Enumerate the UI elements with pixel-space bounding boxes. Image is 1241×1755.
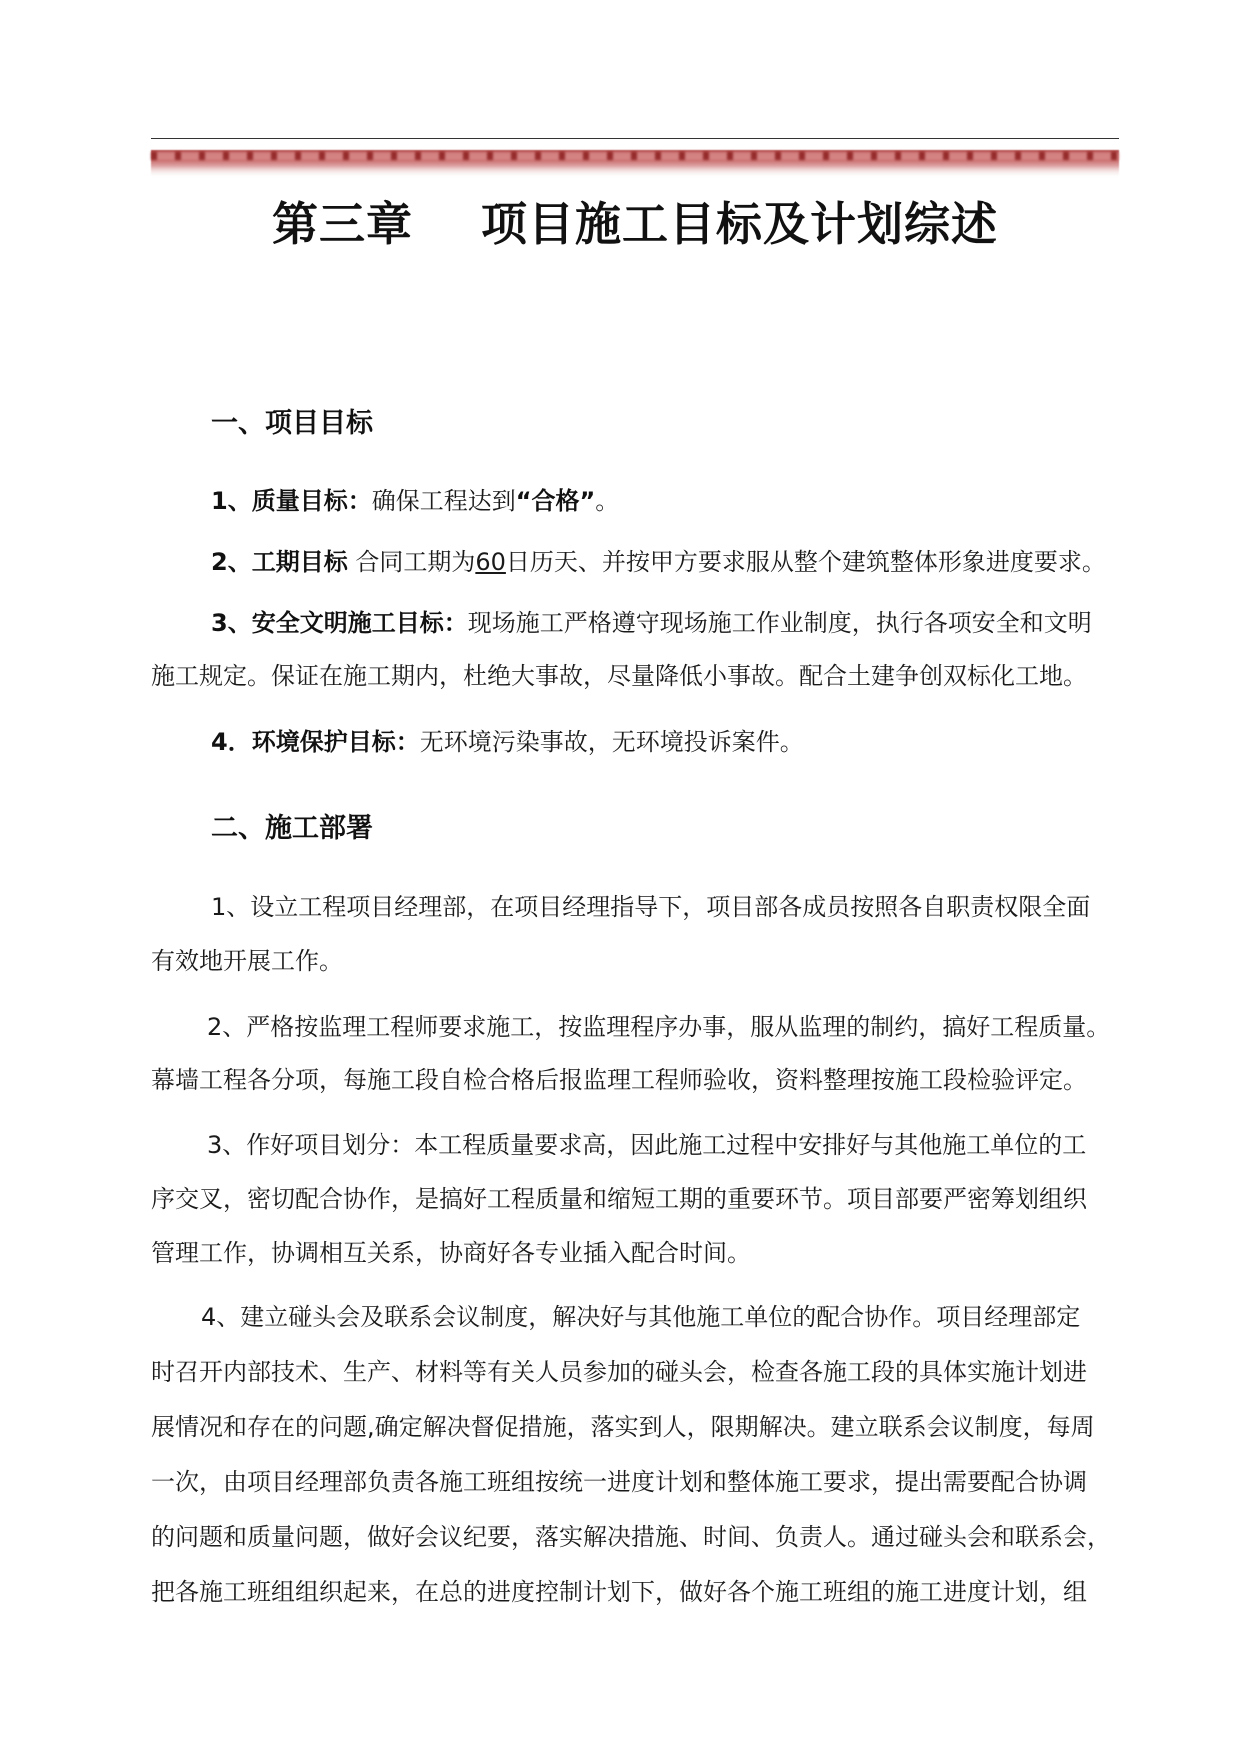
goal-safety-line-1 [151,606,1119,640]
goal-environment [151,725,1119,759]
goal-schedule-text-b: 日历天、并按甲方要求服从整个建筑整体形象进度要求。 [505,548,1106,576]
chapter-title: 第三章 项目施工目标及计划综述 [271,197,999,251]
goal-schedule [151,545,1119,579]
header-rule [151,138,1119,139]
goal-quality [151,484,1119,518]
deploy-p4-line-1: 4、建立碰头会及联系会议制度，解决好与其他施工单位的配合协作。项目经理部定 [201,1303,1081,1331]
section-heading-deployment: 二、施工部署 [211,813,373,844]
goal-quality-quote: “合格” [515,487,596,515]
deploy-p2-line-1: 2、严格按监理工程师要求施工，按监理程序办事，服从监理的制约，搞好工程质量。 [207,1013,1111,1041]
deploy-p4-line-6: 把各施工班组组织起来，在总的进度控制计划下，做好各个施工班组的施工进度计划，组 [151,1578,1087,1606]
deploy-p1-line-1: 1、设立工程项目经理部，在项目经理指导下，项目部各成员按照各自职责权限全面 [211,893,1091,921]
goal-schedule-text-a: 合同工期为 [347,548,476,576]
goal-environment-label: 4．环境保护目标： [211,728,420,756]
goal-quality-tail: 。 [595,487,620,515]
goal-quality-label: 1、质量目标： [211,487,372,515]
deploy-p4-line-5: 的问题和质量问题，做好会议纪要，落实解决措施、时间、负责人。通过碰头会和联系会， [151,1523,1111,1551]
goal-quality-text: 确保工程达到 [371,487,516,515]
deploy-p3-line-2: 序交叉，密切配合协作，是搞好工程质量和缩短工期的重要环节。项目部要严密筹划组织 [151,1185,1087,1213]
deploy-p1-line-2: 有效地开展工作。 [151,947,343,975]
goal-safety-label: 3、安全文明施工目标： [211,609,468,637]
deploy-p2-line-2: 幕墙工程各分项，每施工段自检合格后报监理工程师验收，资料整理按施工段检验评定。 [151,1066,1087,1094]
decorative-header-band [151,150,1119,178]
goal-environment-text: 无环境污染事故，无环境投诉案件。 [419,728,804,756]
section-heading-goals: 一、项目目标 [211,408,373,439]
goal-schedule-label: 2、工期目标 [211,548,348,576]
deploy-p3-line-3: 管理工作，协调相互关系，协商好各专业插入配合时间。 [151,1239,751,1267]
deploy-p4-line-4: 一次，由项目经理部负责各施工班组按统一进度计划和整体施工要求，提出需要配合协调 [151,1468,1087,1496]
deploy-p4-line-3: 展情况和存在的问题,确定解决督促措施，落实到人，限期解决。建立联系会议制度，每周 [151,1413,1095,1441]
goal-safety-line-2: 施工规定。保证在施工期内，杜绝大事故，尽量降低小事故。配合土建争创双标化工地。 [151,662,1087,690]
deploy-p4-line-2: 时召开内部技术、生产、材料等有关人员参加的碰头会，检查各施工段的具体实施计划进 [151,1358,1087,1386]
deploy-p3-line-1: 3、作好项目划分：本工程质量要求高，因此施工过程中安排好与其他施工单位的工 [207,1131,1087,1159]
goal-safety-text-1: 现场施工严格遵守现场施工作业制度，执行各项安全和文明 [467,609,1092,637]
goal-schedule-days: 60 [475,548,506,576]
